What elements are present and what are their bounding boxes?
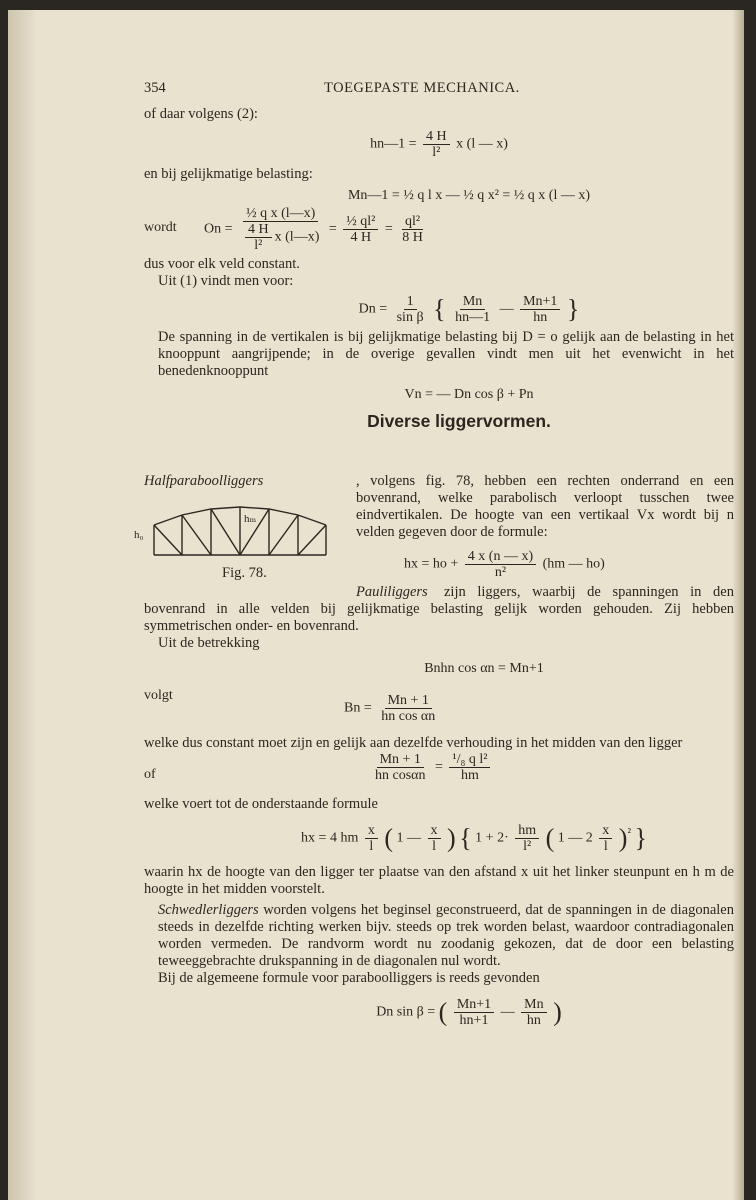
- eq-part: 1 + 2·: [475, 830, 509, 846]
- wordt-label: wordt: [144, 220, 177, 235]
- pauli-paragraph: zijn liggers, waarbij de spanningen in den bovenrand in alle velden bij gelijkmatige belasting gelijk worden gehouden. Zij hebben symmetrischen onder- en bovenrand.: [144, 584, 734, 634]
- fraction: [378, 693, 438, 724]
- eq7-body: [344, 693, 441, 724]
- denominator: hn cos αn: [381, 709, 436, 724]
- equation-1: [144, 129, 734, 160]
- numerator: x: [365, 823, 378, 839]
- of-label: of: [144, 767, 156, 782]
- equation-2: Mn—1 = ½ q l x — ½ q x² = ½ q x (l — x): [347, 188, 591, 203]
- fraction: [520, 294, 560, 325]
- equation-8: [144, 752, 734, 792]
- pauli-term: Pauliliggers: [356, 584, 428, 600]
- brace-left: {: [459, 823, 472, 853]
- text-line: of daar volgens (2):: [144, 106, 258, 122]
- section-body: [134, 473, 734, 1028]
- numerator: ½ ql²: [343, 214, 378, 230]
- figure-block: [134, 473, 734, 581]
- fraction: [454, 997, 494, 1028]
- denominator: [239, 222, 322, 253]
- figure-caption: Fig. 78.: [222, 565, 267, 581]
- numerator: Mn+1: [454, 997, 494, 1013]
- equation-3: [144, 206, 734, 253]
- eq3-body: [204, 206, 429, 253]
- denominator: hn: [526, 1013, 541, 1028]
- halfparabool-lead: [144, 473, 354, 490]
- halfparabool-text: , volgens fig. 78, hebben een rechten onderrand en een bovenrand, welke parabolisch verloopt tusschen twee eindvertikalen. De hoogte van een vertikaal Vx wordt bij n velden gegeven door de formule:: [356, 473, 734, 540]
- fraction: [343, 214, 378, 245]
- fraction: [239, 206, 322, 253]
- schwedler-paragraph: [144, 902, 734, 970]
- paragraph: De spanning in de vertikalen is bij gelijkmatige belasting bij D = o gelijk aan de belasting in het knooppunt aangrijpende; in de overige gevallen vindt men uit het evenwicht in het benedenknooppunt: [158, 329, 734, 379]
- denominator: hn cosαn: [375, 768, 426, 783]
- halfparabool-term: Halfparaboolliggers: [144, 473, 264, 489]
- denominator: hn: [533, 310, 548, 325]
- numerator: 4 x (n — x): [465, 549, 536, 565]
- fraction: [515, 823, 539, 854]
- numerator: ½ q x (l—x): [243, 206, 318, 222]
- inner-fraction: [245, 222, 272, 253]
- eq-part: =: [435, 759, 443, 775]
- paren-right: ): [447, 823, 456, 853]
- equation-9: [214, 823, 734, 854]
- figure-78: [134, 491, 334, 566]
- text-line: en bij gelijkmatige belasting:: [144, 166, 313, 182]
- brace-right: }: [634, 823, 647, 853]
- eq-part: Dn sin β =: [376, 1004, 436, 1020]
- schwedler-text: worden volgens het beginsel geconstrueerd, dat de spanningen in de diagonalen steeds in dezelfde richting werken bijv. steeds op trek worden belast, waardoor contradiagonalen worden vermeden. De randvorm wordt nu zoodanig gekozen, dat de door een belasting teweeggebrachte drukspanning in de diagonalen nul wordt.: [158, 902, 734, 969]
- fraction: [365, 823, 378, 854]
- eq-part: Bn =: [344, 700, 372, 716]
- numerator: Mn: [460, 294, 485, 310]
- book-page: [8, 10, 744, 1200]
- eq-part: =: [384, 221, 393, 237]
- eq-part: =: [328, 221, 337, 237]
- denominator: l: [369, 839, 374, 854]
- paren-left: (: [545, 823, 555, 853]
- denominator: l: [432, 839, 436, 854]
- eq-part: —: [500, 1004, 515, 1020]
- numerator: x: [599, 823, 612, 839]
- text-line: dus voor elk veld constant.: [144, 256, 300, 272]
- denominator: 8 H: [402, 230, 423, 245]
- section-heading: Diverse liggervormen.: [367, 411, 551, 431]
- paragraph: waarin hx de hoogte van den ligger ter plaatse van den afstand x uit het linker steunpunt en h m de hoogte in het midden voorstelt.: [144, 864, 734, 897]
- text-line: Uit (1) vindt men voor:: [158, 273, 294, 289]
- equation-5: Vn = — Dn cos β + Pn: [404, 387, 534, 402]
- equation-4: [204, 294, 734, 325]
- numerator: Mn + 1: [385, 693, 432, 709]
- paren-right: ): [618, 823, 628, 853]
- denominator: l²: [254, 238, 263, 253]
- denominator: l²: [432, 145, 441, 160]
- numerator: 1: [404, 294, 417, 310]
- fraction: [399, 214, 426, 245]
- denominator: 4 H: [350, 230, 372, 245]
- paren-right: ): [553, 997, 562, 1027]
- numerator: Mn: [521, 997, 546, 1013]
- eq-part: Dn =: [358, 301, 388, 317]
- text-line: welke voert tot de onderstaande formule: [144, 796, 378, 812]
- numerator: ¹/₈ q l²: [449, 752, 490, 768]
- label-hm: hₘ: [244, 513, 257, 525]
- equation-6: Bnhn cos αn = Mn+1: [424, 661, 544, 676]
- numerator: Mn + 1: [377, 752, 424, 768]
- equation-10: [204, 997, 734, 1028]
- fraction: [452, 294, 493, 325]
- eq-part: 1 —: [396, 830, 422, 846]
- fraction: [372, 752, 429, 783]
- fraction: [423, 129, 450, 160]
- equation-7: [144, 687, 734, 727]
- denominator: hn+1: [459, 1013, 489, 1028]
- schwedler-term: Schwedlerliggers: [158, 902, 259, 918]
- eq-part: hx = 4 hm: [301, 830, 359, 846]
- denominator: l: [603, 839, 608, 854]
- numerator: Mn+1: [520, 294, 560, 310]
- denominator: hm: [460, 768, 479, 783]
- page-header: [144, 80, 734, 106]
- eq-part: x (l—x): [274, 229, 320, 245]
- paren-left: (: [438, 997, 448, 1027]
- brace-left: {: [433, 294, 446, 324]
- label-h0: h₀: [134, 529, 144, 541]
- page-content: [144, 80, 734, 436]
- page-gutter: [8, 10, 36, 1200]
- brace-right: }: [566, 294, 580, 324]
- fraction: [394, 294, 427, 325]
- denominator: sin β: [396, 310, 424, 325]
- denominator: hn—1: [455, 310, 491, 325]
- eq-part: (hm — ho): [542, 556, 605, 572]
- truss-diagram: [144, 491, 334, 561]
- numerator: hm: [515, 823, 539, 839]
- text-line: Bij de algemeene formule voor paraboolliggers is reeds gevonden: [158, 970, 540, 986]
- numerator: x: [428, 823, 441, 839]
- paren-left: (: [384, 823, 394, 853]
- numerator: 4 H: [245, 222, 272, 238]
- running-title: TOEGEPASTE MECHANICA.: [324, 80, 520, 96]
- text-line: Uit de betrekking: [158, 635, 260, 651]
- eq8-body: [369, 752, 493, 783]
- denominator: l²: [523, 839, 532, 854]
- eq-part: On =: [204, 221, 233, 237]
- halfparabool-paragraph: [356, 473, 734, 541]
- eq-part: —: [499, 301, 514, 317]
- eq-part: x (l — x): [456, 136, 508, 152]
- fraction: [521, 997, 546, 1028]
- volgt-label: volgt: [144, 688, 173, 703]
- numerator: ql²: [402, 214, 423, 230]
- eq-part: hx = ho +: [404, 556, 459, 572]
- fraction: [599, 823, 612, 854]
- eq-part: hn—1 =: [370, 136, 417, 152]
- denominator: n²: [494, 565, 507, 580]
- page-number: 354: [144, 80, 166, 96]
- exponent: ²: [627, 826, 631, 840]
- eq-part: 1 — 2: [557, 830, 593, 846]
- fraction: [428, 823, 441, 854]
- numerator: 4 H: [423, 129, 450, 145]
- paragraph: welke dus constant moet zijn en gelijk aan dezelfde verhouding in het midden van den ligger: [144, 735, 683, 751]
- fraction: [449, 752, 490, 783]
